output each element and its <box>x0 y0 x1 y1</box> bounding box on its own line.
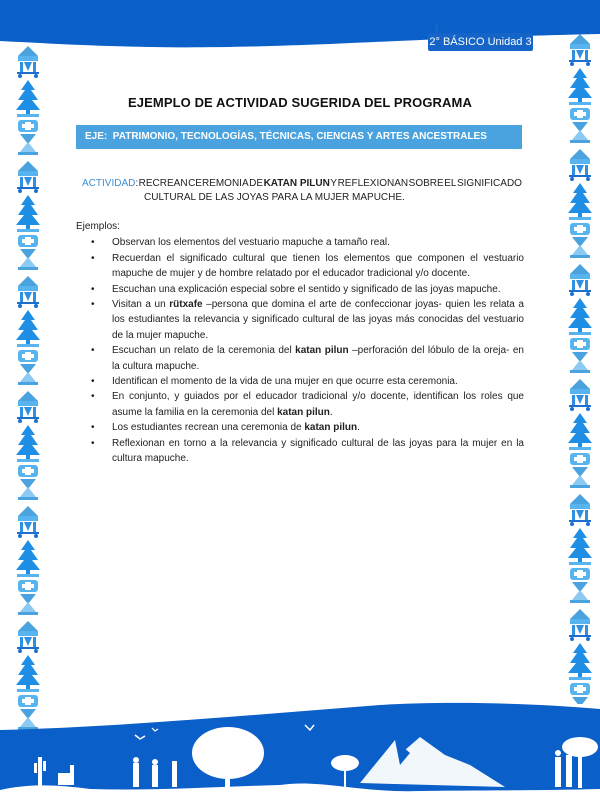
examples-heading: Ejemplos: <box>76 221 120 232</box>
example-item: • Observan los elementos del vestuario mapuche a tamaño real. <box>76 235 524 250</box>
activity-word: DE <box>249 178 264 189</box>
grade-unit-badge: 2° BÁSICO Unidad 3 <box>428 33 533 51</box>
activity-word: SOBRE <box>408 178 444 189</box>
example-item: • En conjunto, y guiados por el educador tradicional y/o docente, identifican los roles que asume la familia en la ceremonia del katan pilun. <box>76 389 524 420</box>
activity-word: EL <box>444 178 457 189</box>
left-pattern-border <box>8 44 48 734</box>
examples-section <box>76 219 524 467</box>
activity-word: SIGNIFICADO <box>456 178 522 189</box>
example-item: • Identifican el momento de la vida de una mujer en que ocurre esta ceremonia. <box>76 374 524 389</box>
activity-word: Y <box>330 178 338 189</box>
example-item: • Escuchan un relato de la ceremonia del katan pilun –perforación del lóbulo de la oreja- en la cultura mapuche. <box>76 343 524 374</box>
activity-word: KATAN PILUN <box>263 178 330 189</box>
example-item: • Reflexionan en torno a la relevancia y significado cultural de las joyas para la mujer en la cultura mapuche. <box>76 436 524 467</box>
activity-label: ACTIVIDAD: <box>82 178 139 189</box>
example-item: • Los estudiantes recrean una ceremonia de katan pilun. <box>76 420 524 435</box>
activity-statement <box>82 177 522 205</box>
activity-line-2: CULTURAL DE LAS JOYAS PARA LA MUJER MAPUCHE. <box>144 192 405 203</box>
eje-banner <box>76 125 522 149</box>
example-item: • Escuchan una explicación especial sobre el sentido y significado de las joyas mapuche. <box>76 282 524 297</box>
header-wave-band <box>0 0 600 60</box>
activity-word: CEREMONIA <box>188 178 249 189</box>
right-pattern-border <box>560 32 600 704</box>
eje-text: PATRIMONIO, TECNOLOGÍAS, TÉCNICAS, CIENCIAS Y ARTES ANCESTRALES <box>112 131 487 142</box>
activity-line-1 <box>82 177 522 191</box>
page-title: EJEMPLO DE ACTIVIDAD SUGERIDA DEL PROGRAMA <box>128 95 472 110</box>
footer-landscape-band <box>0 695 600 800</box>
example-item: • Visitan a un rütxafe –persona que domina el arte de confeccionar joyas- quien les relata a los estudiantes la relevancia y significado cultural de las joyas más conocidas del vestuario de la mujer mapuche. <box>76 297 524 343</box>
eje-label: EJE: <box>85 131 108 142</box>
activity-word: REFLEXIONAN <box>337 178 409 189</box>
activity-word: RECREAN <box>138 178 188 189</box>
example-item: • Recuerdan el significado cultural que tienen los elementos que componen el vestuario mapuche de mujer y de hombre relatado por el educador tradicional y/o docente. <box>76 251 524 282</box>
examples-list <box>76 235 524 466</box>
